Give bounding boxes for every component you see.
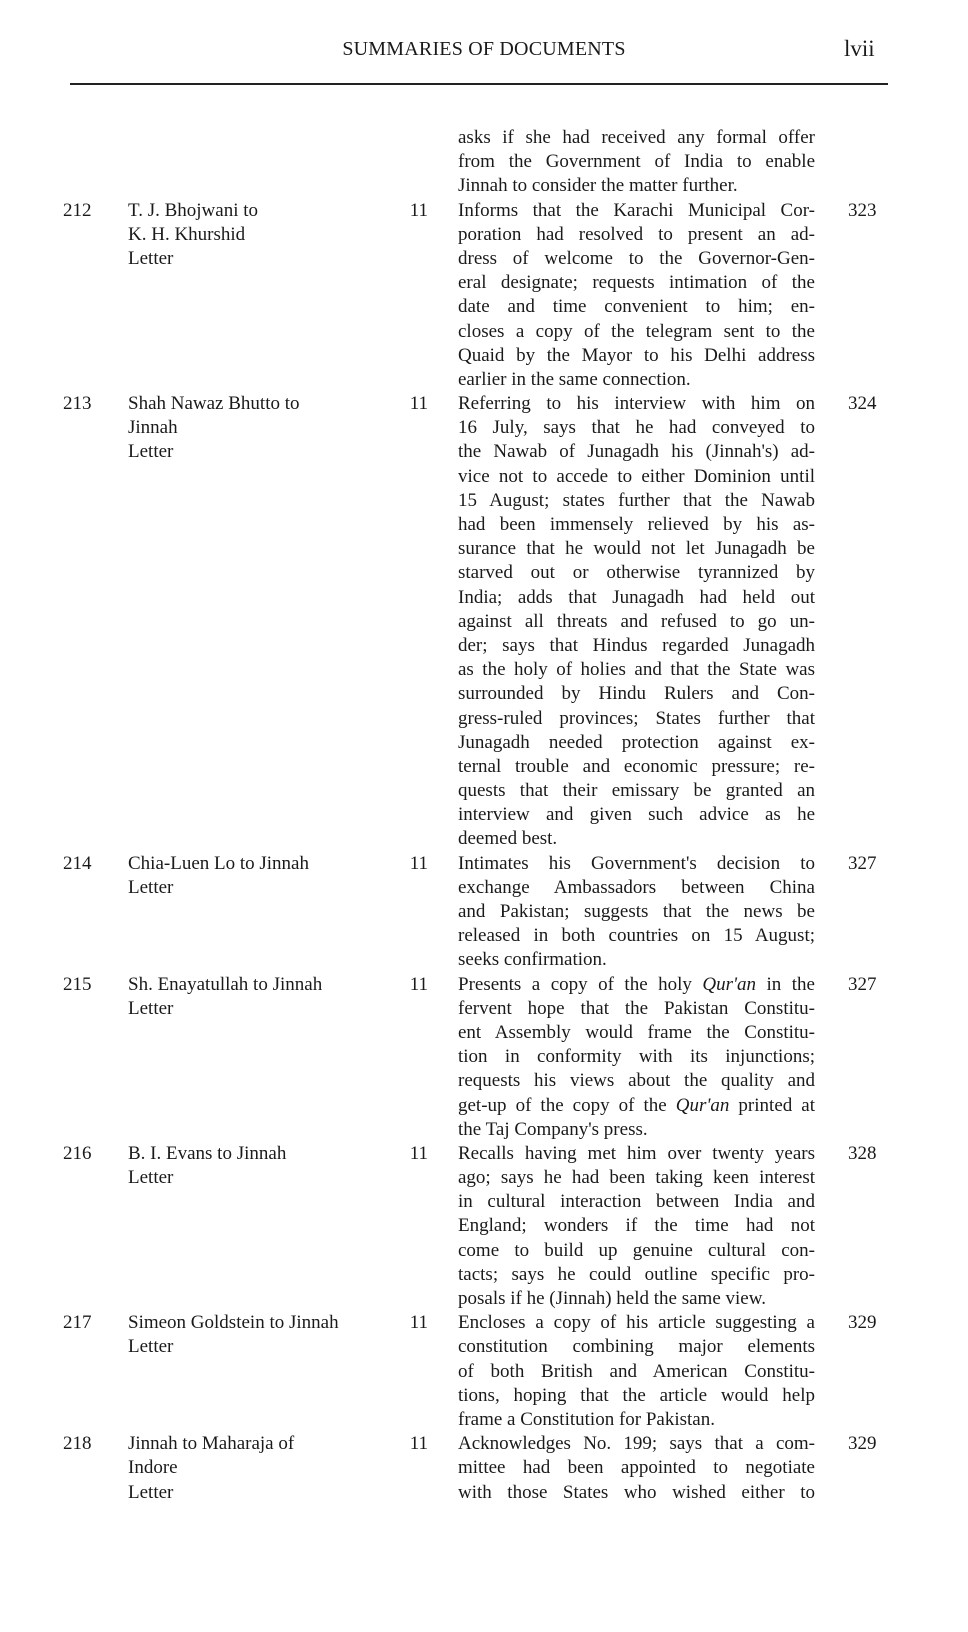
correspondents (128, 1311, 388, 1359)
summary-line: England; wonders if the time had not (458, 1215, 815, 1237)
document-date: 11 (409, 199, 428, 221)
summary-line: tion in conformity with its injunctions; (458, 1046, 815, 1068)
summary-entry (0, 126, 968, 199)
summary-line: India; adds that Junagadh had held out (458, 586, 815, 608)
summary-line: ent Assembly would frame the Constitu- (458, 1021, 815, 1043)
summary-line: exchange Ambassadors between China (458, 876, 815, 898)
header-title: SUMMARIES OF DOCUMENTS (342, 38, 626, 60)
summary-line: constitution combining major elements (458, 1336, 815, 1358)
correspondent-line: Indore (128, 1457, 178, 1479)
page-reference: 324 (848, 393, 877, 415)
summary-line: Quaid by the Mayor to his Delhi address (458, 344, 815, 366)
summary-entry (0, 1311, 968, 1432)
correspondent-line: K. H. Khurshid (128, 223, 246, 245)
correspondent-line: T. J. Bhojwani to (128, 199, 259, 221)
summary-line: requests his views about the quality and (458, 1070, 815, 1092)
summary-line: Encloses a copy of his article suggesting a (458, 1312, 815, 1334)
summary-line: seeks confirmation. (458, 949, 607, 971)
summary-line: as the holy of holies and that the State was (458, 659, 815, 681)
summary-entry (0, 1142, 968, 1311)
correspondent-line: Sh. Enayatullah to Jinnah (128, 973, 323, 995)
summary-line: Jinnah to consider the matter further. (458, 175, 738, 197)
summary-line: the Nawab of Junagadh his (Jinnah's) ad- (458, 441, 815, 463)
correspondents (128, 199, 388, 272)
document-date: 11 (409, 393, 428, 415)
summary-line: get-up of the copy of the Qur'an printed at (458, 1094, 815, 1116)
document-date: 11 (409, 1142, 428, 1164)
summary-entry (0, 973, 968, 1142)
correspondent-line: Jinnah to Maharaja of (128, 1433, 295, 1455)
correspondents (128, 973, 388, 1021)
correspondent-line: Letter (128, 1167, 174, 1189)
correspondent-line: Chia-Luen Lo to Jinnah (128, 852, 309, 874)
summary-line: fervent hope that the Pakistan Constitu- (458, 997, 815, 1019)
summary-line: asks if she had received any formal offer (458, 127, 815, 148)
document-number: 218 (63, 1433, 92, 1455)
summary-line: tacts; says he could outline specific pro- (458, 1263, 815, 1285)
correspondent-line: Letter (128, 441, 174, 463)
summary-line: of both British and American Constitu- (458, 1360, 815, 1382)
summary-line: closes a copy of the telegram sent to the (458, 320, 815, 342)
summary-line: released in both countries on 15 August; (458, 925, 815, 947)
document-number: 217 (63, 1312, 92, 1334)
summary-entry (0, 1432, 968, 1505)
summary-line: 16 July, says that he had conveyed to (458, 417, 815, 439)
summary-text (458, 392, 815, 852)
summary-line: gress-ruled provinces; States further that (458, 707, 815, 729)
summary-line: starved out or otherwise tyrannized by (458, 562, 815, 584)
page-reference: 327 (848, 973, 877, 995)
correspondents (128, 852, 388, 900)
summary-text (458, 126, 815, 199)
summary-line: quests that their emissary be granted an (458, 780, 815, 802)
correspondent-line: Letter (128, 1336, 174, 1358)
summary-line: frame a Constitution for Pakistan. (458, 1408, 715, 1430)
correspondent-line: B. I. Evans to Jinnah (128, 1142, 287, 1164)
correspondents (128, 1432, 388, 1505)
summary-text (458, 973, 815, 1142)
summary-line: from the Government of India to enable (458, 151, 815, 173)
summary-entry (0, 199, 968, 393)
summary-line: Acknowledges No. 199; says that a com- (458, 1433, 815, 1455)
page-reference: 327 (848, 852, 877, 874)
summary-line: with those States who wished either to (458, 1481, 815, 1503)
summary-line: Informs that the Karachi Municipal Cor- (458, 199, 815, 221)
summary-line: Intimates his Government's decision to (458, 852, 815, 874)
document-number: 216 (63, 1142, 92, 1164)
correspondent-line: Letter (128, 247, 174, 269)
summary-line: date and time convenient to him; en- (458, 296, 815, 318)
correspondents (128, 1142, 388, 1190)
summary-line: and Pakistan; suggests that the news be (458, 901, 815, 922)
summary-line: Junagadh needed protection against ex- (458, 731, 815, 753)
summary-line: dress of welcome to the Governor-Gen- (458, 247, 815, 269)
summary-line: Recalls having met him over twenty years (458, 1142, 815, 1164)
correspondent-line: Letter (128, 876, 174, 898)
document-date: 11 (409, 1312, 428, 1334)
summary-line: had been immensely relieved by his as- (458, 514, 815, 535)
summary-entry (0, 392, 968, 852)
summary-line: against all threats and refused to go un- (458, 610, 815, 632)
summary-line: deemed best. (458, 828, 558, 850)
page-reference: 329 (848, 1312, 877, 1334)
correspondent-line: Jinnah (128, 417, 178, 439)
document-date: 11 (409, 1433, 428, 1455)
header-rule (70, 83, 888, 85)
page-reference: 323 (848, 199, 877, 221)
summary-text (458, 1311, 815, 1432)
summary-line: mittee had been appointed to negotiate (458, 1457, 815, 1479)
document-number: 212 (63, 199, 92, 221)
summary-line: 15 August; states further that the Nawab (458, 489, 815, 511)
correspondent-line: Simeon Goldstein to Jinnah (128, 1312, 339, 1334)
summary-text (458, 1432, 815, 1505)
summary-line: Referring to his interview with him on (458, 393, 815, 415)
summary-text (458, 199, 815, 393)
correspondents (128, 392, 388, 465)
summary-text (458, 852, 815, 973)
summary-line: in cultural interaction between India and (458, 1191, 815, 1213)
summary-line: ternal trouble and economic pressure; re- (458, 755, 815, 777)
correspondent-line: Shah Nawaz Bhutto to (128, 393, 300, 415)
summary-line: vice not to accede to either Dominion until (458, 465, 815, 487)
correspondent-line: Letter (128, 997, 174, 1019)
italic-title: Qur'an (675, 1094, 730, 1116)
summary-line: Presents a copy of the holy Qur'an in the (458, 973, 815, 995)
document-date: 11 (409, 973, 428, 995)
summary-text (458, 1142, 815, 1311)
summary-line: poration had resolved to present an ad- (458, 223, 815, 245)
summary-line: posals if he (Jinnah) held the same view. (458, 1288, 766, 1309)
page-reference: 329 (848, 1433, 877, 1455)
summary-line: surance that he would not let Junagadh be (458, 538, 815, 560)
document-number: 213 (63, 393, 92, 415)
summary-line: earlier in the same connection. (458, 368, 691, 390)
summary-line: surrounded by Hindu Rulers and Con- (458, 683, 815, 705)
header-page-number: lvii (844, 36, 875, 61)
document-date: 11 (409, 852, 428, 874)
summary-line: ago; says he had been taking keen interest (458, 1167, 815, 1189)
page-reference: 328 (848, 1142, 877, 1164)
correspondent-line: Letter (128, 1481, 174, 1503)
summary-line: interview and given such advice as he (458, 804, 815, 826)
summary-entries (0, 126, 968, 1505)
summary-line: der; says that Hindus regarded Junagadh (458, 634, 815, 656)
document-number: 215 (63, 973, 92, 995)
summary-line: come to build up genuine cultural con- (458, 1239, 815, 1261)
summary-line: eral designate; requests intimation of the (458, 272, 815, 294)
summary-line: the Taj Company's press. (458, 1118, 648, 1140)
summary-line: tions, hoping that the article would help (458, 1384, 815, 1406)
document-number: 214 (63, 852, 92, 874)
italic-title: Qur'an (702, 973, 757, 995)
summary-entry (0, 852, 968, 973)
